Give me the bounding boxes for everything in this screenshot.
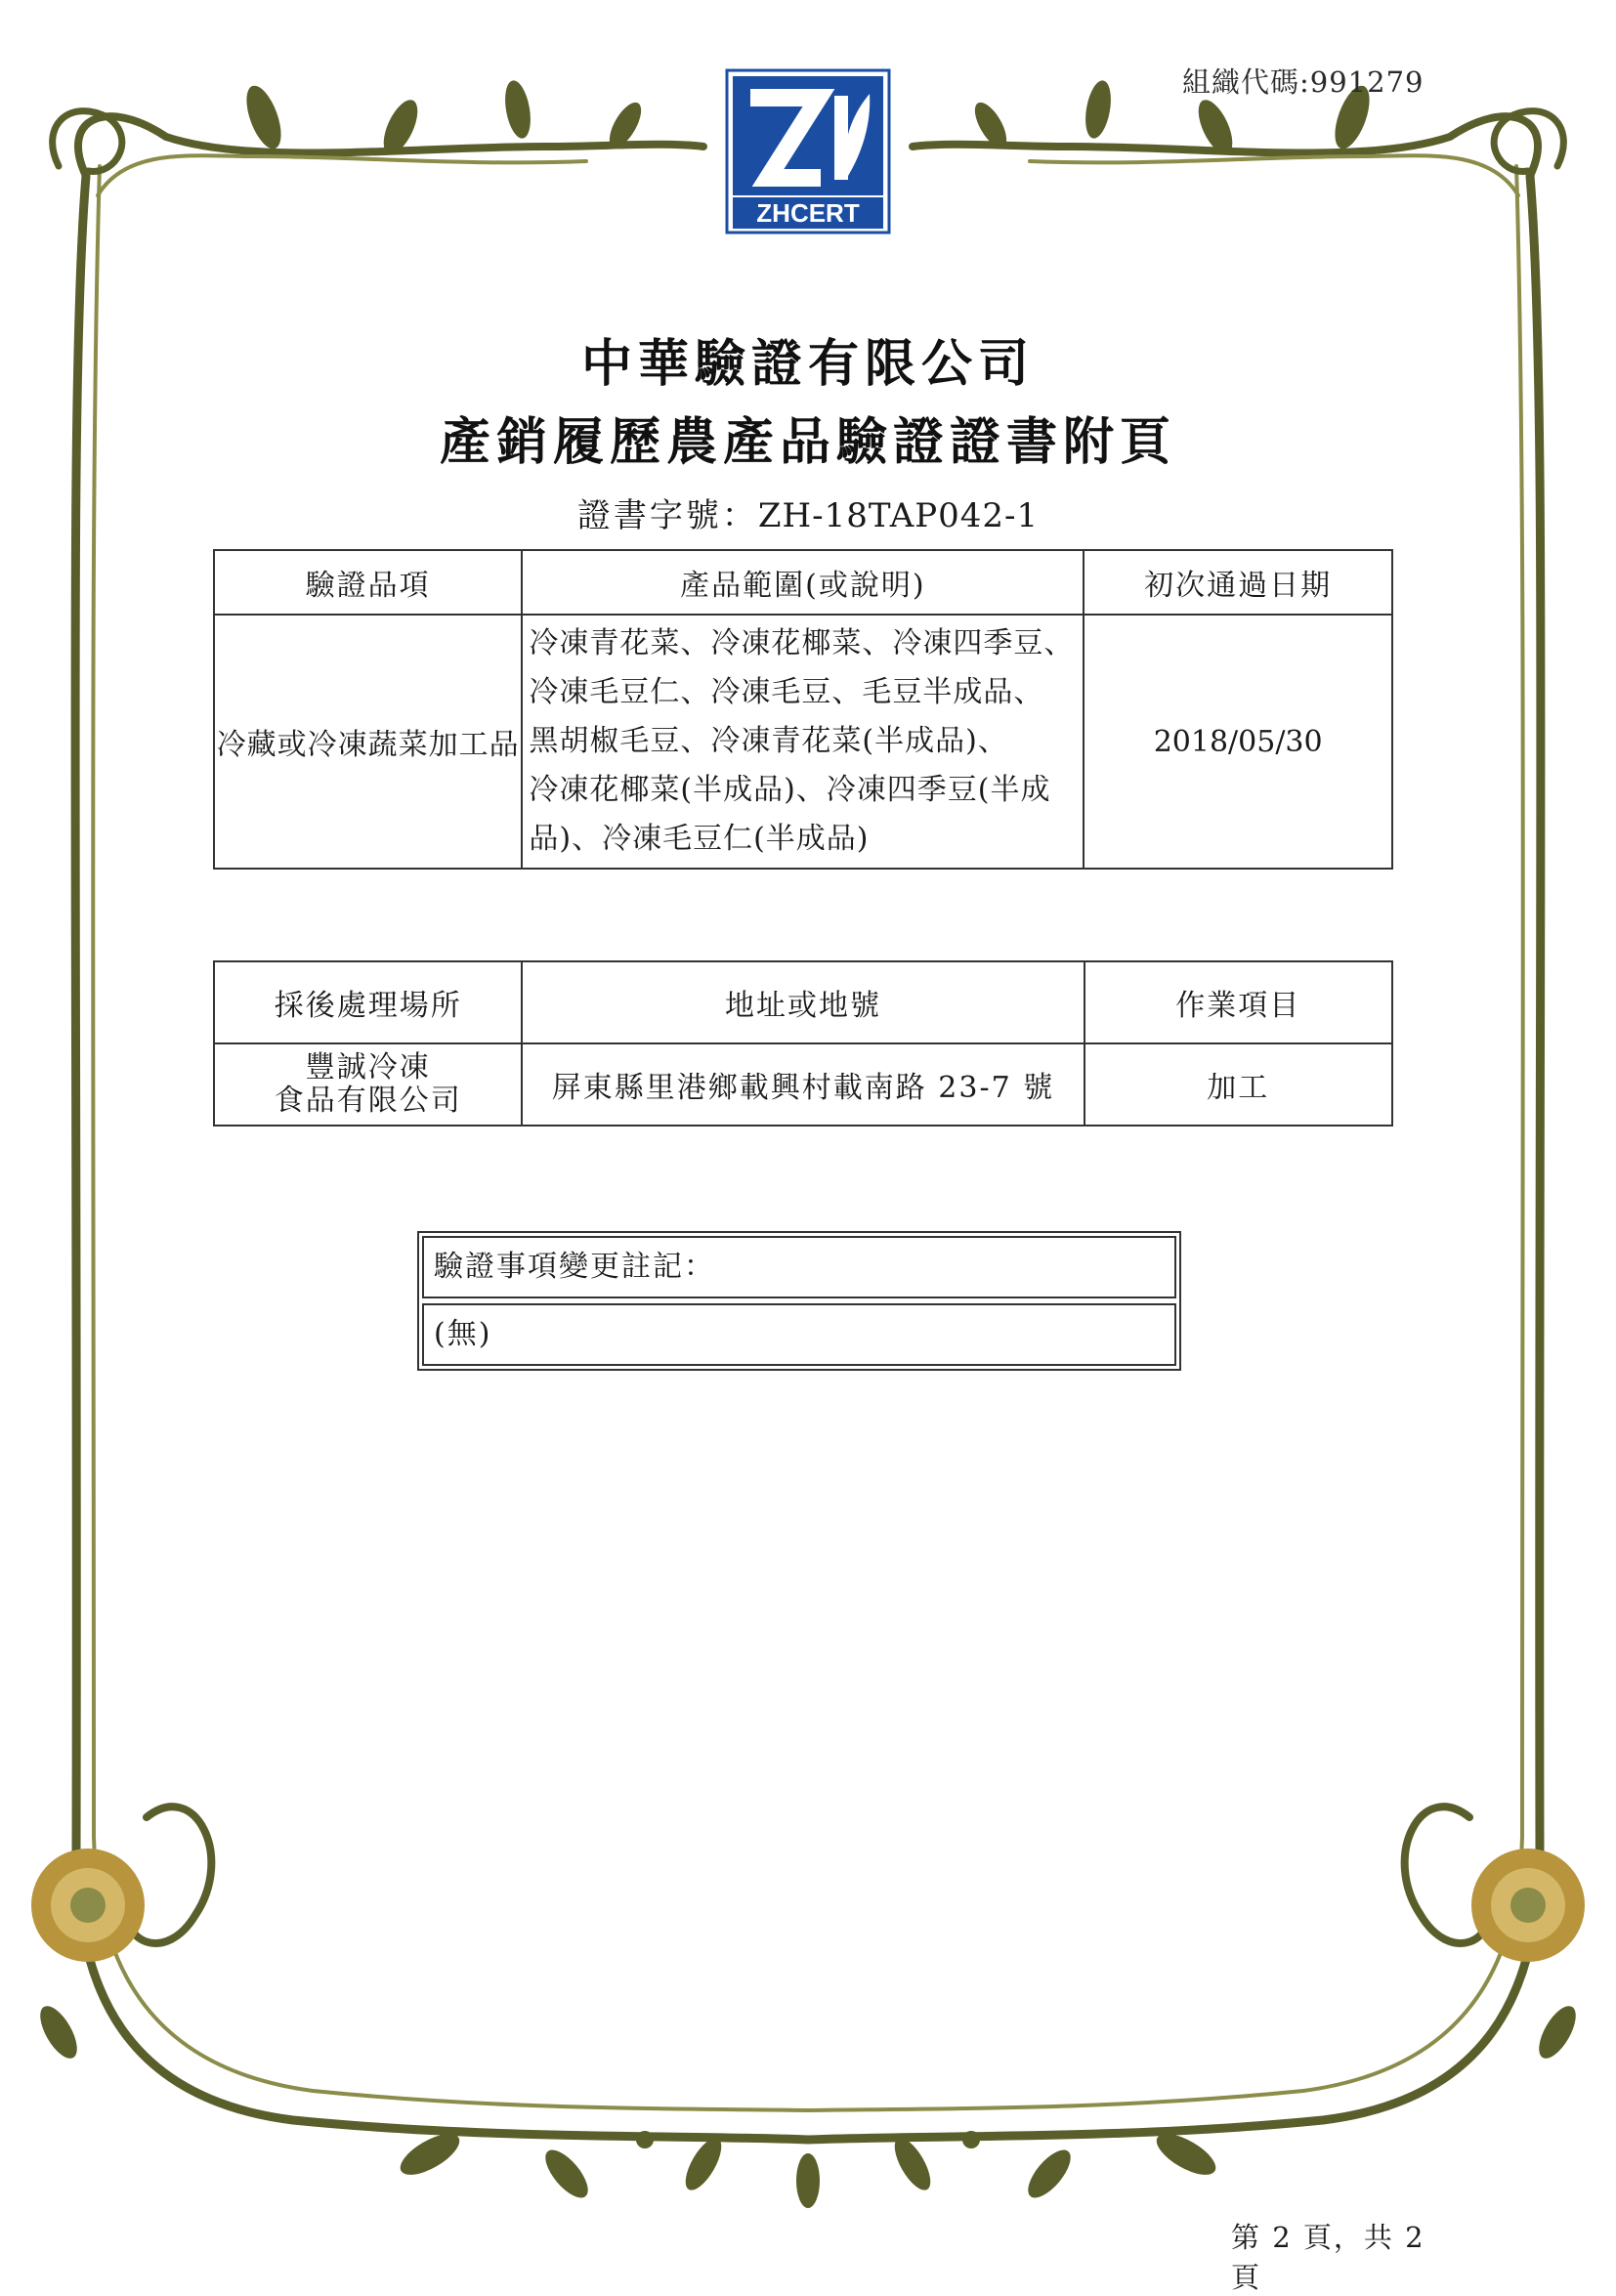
certificate-number: ZH-18TAP042-1	[757, 496, 1040, 535]
header-processing-site: 採後處理場所	[214, 961, 522, 1043]
scope-line: 品)、冷凍毛豆仁(半成品)	[529, 822, 870, 856]
change-notes-value: (無)	[422, 1303, 1176, 1366]
cert-item-cell: 冷藏或冷凍蔬菜加工品	[214, 615, 522, 869]
table-header-row	[214, 961, 1392, 1043]
product-scope-cell	[522, 615, 1084, 869]
table-row	[214, 615, 1392, 869]
header-cert-item: 驗證品項	[214, 550, 522, 615]
header-operation: 作業項目	[1084, 961, 1393, 1043]
zhcert-logo	[725, 68, 891, 234]
scope-line: 冷凍花椰菜(半成品)、冷凍四季豆(半成	[529, 773, 1051, 807]
change-notes-label: 驗證事項變更註記：	[422, 1236, 1176, 1298]
logo-text: ZHCERT	[756, 198, 860, 228]
header-product-scope: 產品範圍(或說明)	[522, 550, 1084, 615]
scope-line: 黑胡椒毛豆、冷凍青花菜(半成品)、	[529, 724, 1008, 758]
company-title: 中華驗證有限公司	[580, 334, 1035, 394]
header-first-pass-date: 初次通過日期	[1084, 550, 1392, 615]
operation-cell: 加工	[1084, 1043, 1393, 1126]
scope-line: 冷凍毛豆仁、冷凍毛豆、毛豆半成品、	[529, 675, 1044, 709]
table-header-row	[214, 550, 1392, 615]
change-notes-box	[417, 1231, 1181, 1371]
document-title: 產銷履歷農產品驗證證書附頁	[439, 412, 1176, 472]
processing-site-cell	[214, 1043, 522, 1126]
certificate-number-label: 證書字號：	[576, 496, 758, 535]
scope-line: 冷凍青花菜、冷凍花椰菜、冷凍四季豆、	[529, 626, 1075, 660]
table-row	[214, 1043, 1392, 1126]
address-cell: 屏東縣里港鄉載興村載南路 23-7 號	[522, 1043, 1084, 1126]
site-line: 豐誠冷凍	[305, 1050, 431, 1084]
processing-site-table	[213, 960, 1393, 1127]
organization-code: 組織代碼:991279	[1182, 65, 1425, 99]
site-line: 食品有限公司	[274, 1084, 462, 1118]
product-scope-table	[213, 549, 1393, 870]
header-address: 地址或地號	[522, 961, 1084, 1043]
page-number: 第 2 頁，共 2 頁	[1231, 2221, 1425, 2294]
certificate-number-line	[0, 489, 1616, 536]
first-pass-date-cell: 2018/05/30	[1084, 615, 1392, 869]
